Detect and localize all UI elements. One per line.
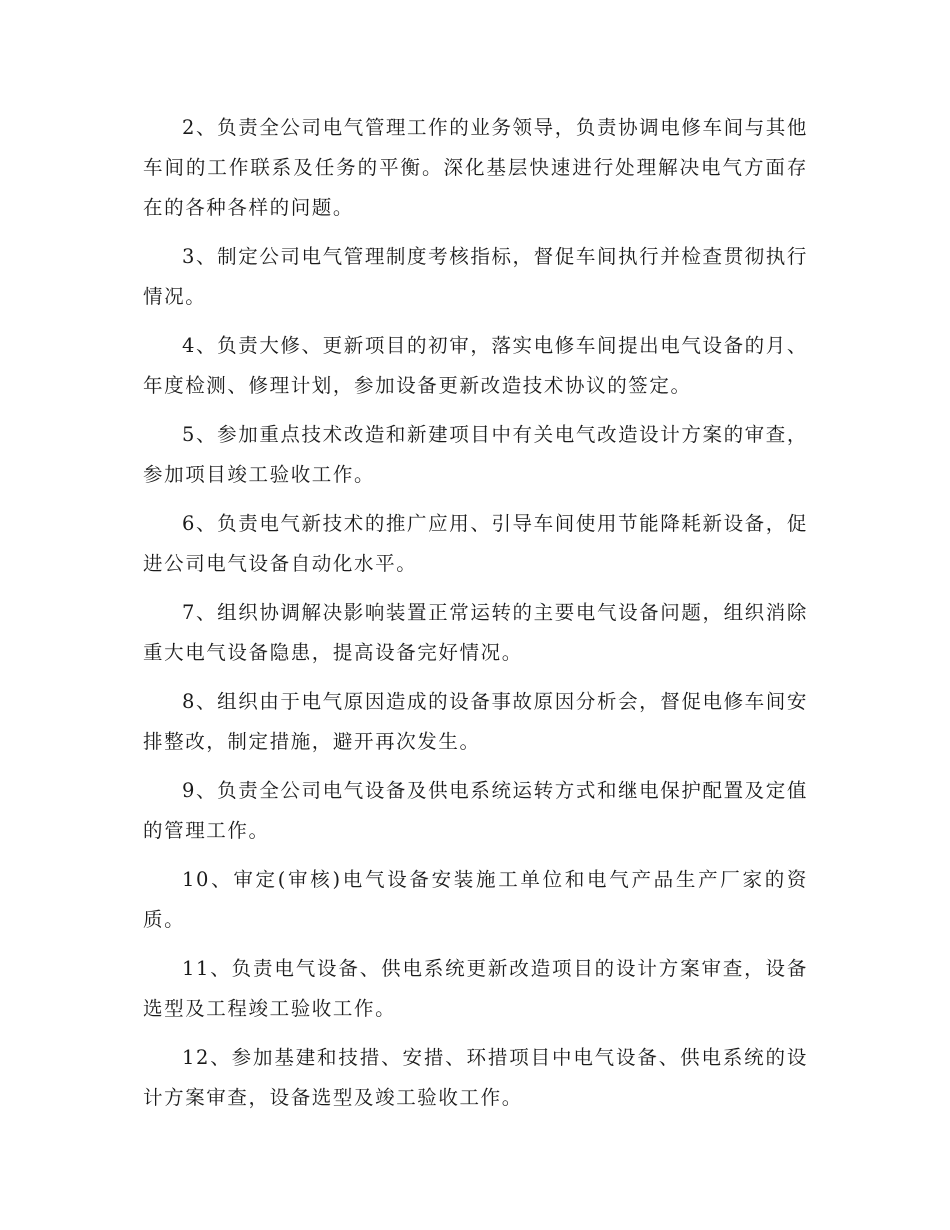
paragraph-item-11: 11、负责电气设备、供电系统更新改造项目的设计方案审查，设备选型及工程竣工验收工作。	[143, 957, 808, 1020]
paragraph-item-9: 9、负责全公司电气设备及供电系统运转方式和继电保护配置及定值的管理工作。	[143, 779, 808, 842]
paragraph-item-3: 3、制定公司电气管理制度考核指标，督促车间执行并检查贯彻执行情况。	[143, 245, 808, 308]
paragraph-item-8: 8、组织由于电气原因造成的设备事故原因分析会，督促电修车间安排整改，制定措施，避开再次发生。	[143, 690, 808, 753]
paragraph-item-7: 7、组织协调解决影响装置正常运转的主要电气设备问题，组织消除重大电气设备隐患，提高设备完好情况。	[143, 601, 808, 664]
paragraph-item-6: 6、负责电气新技术的推广应用、引导车间使用节能降耗新设备，促进公司电气设备自动化水平。	[143, 512, 808, 575]
document-body	[143, 108, 808, 1127]
paragraph-item-10: 10、审定(审核)电气设备安装施工单位和电气产品生产厂家的资质。	[143, 868, 808, 931]
paragraph-item-4: 4、负责大修、更新项目的初审，落实电修车间提出电气设备的月、年度检测、修理计划，参加设备更新改造技术协议的签定。	[143, 334, 808, 397]
paragraph-item-12: 12、参加基建和技措、安措、环措项目中电气设备、供电系统的设计方案审查，设备选型及竣工验收工作。	[143, 1046, 808, 1109]
paragraph-item-5: 5、参加重点技术改造和新建项目中有关电气改造设计方案的审查，参加项目竣工验收工作。	[143, 423, 808, 486]
paragraph-item-2: 2、负责全公司电气管理工作的业务领导，负责协调电修车间与其他车间的工作联系及任务的平衡。深化基层快速进行处理解决电气方面存在的各种各样的问题。	[143, 116, 808, 219]
